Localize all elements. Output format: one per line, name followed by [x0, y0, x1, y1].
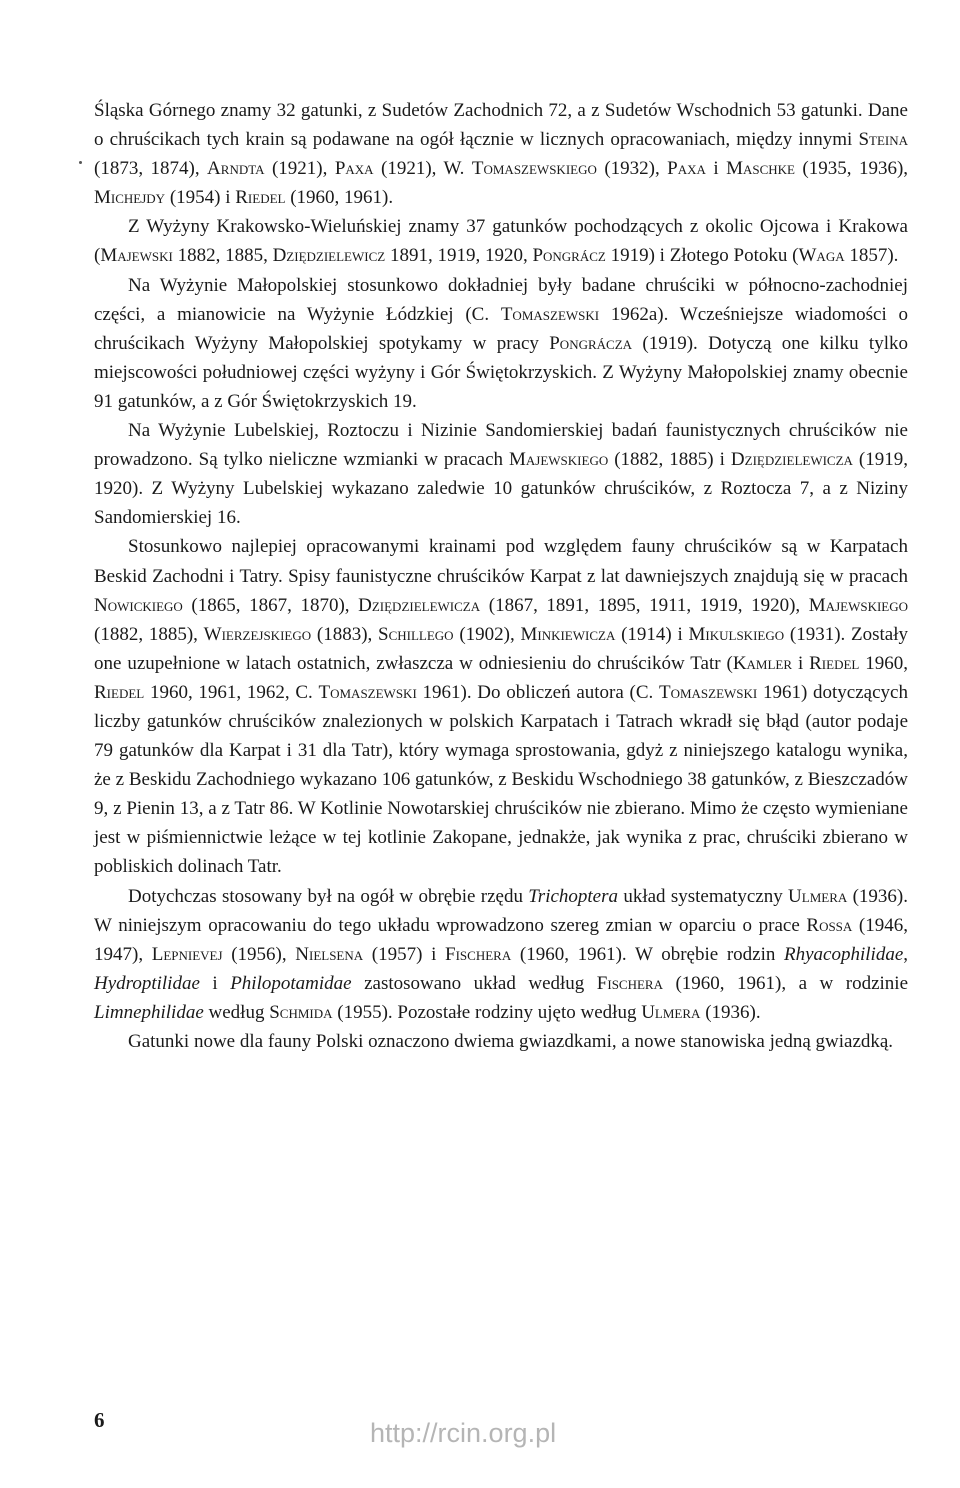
text-run: 1961) dotyczących liczby gatunków chruścików znalezionych w polskich Karpatach i Tatrach wkradł się błąd (autor podaje 79 gatunków dla Karpat i 31 dla Tatr), który wymaga sprostowania, gdyż z niniejszego katalogu wynika, że z Beskidu Zachodniego wykazano 106 gatunków, z Beskidu Wschodniego 38 gatunków, z Bieszczadów 9, z Pienin 13, a z Tatr 86. W Kotlinie Nowotarskiej chruścików nie zbierano. Mimo że często wymieniane jest w piśmiennictwie leżące w tej kotlinie Zakopane, jednakże, jak wynika z prac, chruściki zbierano w pobliskich dolinach Tatr.	[94, 681, 908, 878]
text-run: zastosowano układ według	[351, 972, 597, 994]
paragraph	[94, 271, 908, 416]
author-name: Ulmera	[641, 1001, 701, 1023]
text-run: (1955). Pozostałe rodziny ujęto według	[332, 1001, 642, 1023]
text-run: (1960, 1961), a w rodzinie	[662, 972, 909, 994]
italic-term: Trichoptera	[528, 885, 619, 907]
page-number: 6	[94, 1408, 105, 1432]
text-run: (1914) i	[615, 623, 689, 645]
author-name: Arndta	[207, 158, 265, 180]
text-run: (1931). Zostały one uzupełnione w latach ostatnich, zwłaszcza w odniesieniu do chruścików Tatr (	[94, 623, 909, 674]
author-name: Waga	[798, 245, 845, 267]
text-run: (1921), W.	[373, 158, 472, 180]
author-name: Tomaszewski	[658, 681, 758, 703]
author-name: Schillego	[378, 623, 454, 645]
text-run: (1921),	[264, 158, 335, 180]
author-name: Pongrácz	[532, 245, 606, 267]
text-run: (1873, 1874),	[94, 158, 208, 180]
author-name: Nowickiego	[94, 594, 183, 616]
author-name: Dziędzielewicz	[272, 245, 386, 267]
text-run: i	[199, 972, 231, 994]
author-name: Kamler	[732, 652, 793, 674]
text-run: ,	[903, 943, 909, 965]
author-name: Pongrácza	[549, 332, 633, 354]
author-name: Tomaszewskiego	[471, 158, 597, 180]
text-run: (1902),	[453, 623, 521, 645]
paragraph	[94, 96, 908, 212]
text-run: Stosunkowo najlepiej opracowanymi krainami pod względem fauny chruścików są w Karpatach Beskid Zachodni i Tatry. Spisy faunistyczne chruścików Karpat z lat dawniejszych znajdują się w pracach	[94, 536, 908, 587]
text-run: 1961). Do obliczeń autora (C.	[416, 681, 659, 703]
paragraph	[94, 882, 908, 1027]
text-run: (1919). Dotyczą one kilku tylko miejscowości południowej części wyżyny i Gór Świętokrzyskich. Z Wyżyny Małopolskiej znamy obecnie 91 gatunków, a z Gór Świętokrzyskich 19.	[94, 332, 908, 412]
text-run: Na Wyżynie Lubelskiej, Roztoczu i Nizinie Sandomierskiej badań faunistycznych chruścików nie prowadzono. Są tylko nieliczne wzmianki w pracach	[94, 420, 908, 471]
author-name: Mikulskiego	[688, 623, 785, 645]
author-name: Rossa	[806, 914, 853, 936]
text-run: 1891, 1919, 1920,	[385, 245, 533, 267]
text-run: 1882, 1885,	[172, 245, 273, 267]
text-run: (1960, 1961).	[285, 187, 394, 209]
text-run: (1936). W niniejszym opracowaniu do tego układu wprowadzono szereg zmian w oparciu o prace	[94, 885, 909, 936]
text-run: (1919, 1920). Z Wyżyny Lubelskiej wykazano zaledwie 10 gatunków chruścików, z Roztocza 7, a z Niziny Sandomierskiej 16.	[94, 449, 908, 529]
author-name: Tomaszewski	[500, 303, 600, 325]
italic-term: Philopotamidae	[230, 972, 352, 994]
text-run: (1883),	[311, 623, 379, 645]
paragraph	[94, 1027, 908, 1056]
author-name: Tomaszewski	[318, 681, 417, 703]
text-run: 1960, 1961, 1962, C.	[144, 681, 319, 703]
author-name: Nielsena	[295, 943, 364, 965]
body-text	[94, 96, 908, 1056]
author-name: Dziędzielewicza	[358, 594, 481, 616]
text-run: (1865, 1867, 1870),	[182, 594, 359, 616]
author-name: Schmida	[269, 1001, 333, 1023]
author-name: Maschke	[726, 158, 795, 180]
paragraph	[94, 212, 908, 270]
author-name: Steina	[858, 129, 908, 151]
text-run: (1936).	[700, 1001, 761, 1023]
text-run: Z Wyżyny Krakowsko-Wieluńskiej znamy 37 gatunków pochodzących z okolic Ojcowa i Krakowa (	[94, 216, 908, 267]
text-run: (1882, 1885) i	[608, 449, 731, 471]
text-run: Śląska Górnego znamy 32 gatunki, z Sudetów Zachodnich 72, a z Sudetów Wschodnich 53 gatunki. Dane o chruścikach tych krain są podawane na ogół łącznie w licznych opracowaniach, między innymi	[94, 100, 908, 151]
text-run: 1962a). Wcześniejsze wiadomości o chruścikach Wyżyny Małopolskiej spotykamy w pracy	[94, 303, 908, 354]
source-watermark-url: http://rcin.org.pl	[370, 1418, 557, 1448]
author-name: Fischera	[596, 972, 663, 994]
author-name: Riedel	[809, 652, 860, 674]
author-name: Riedel	[235, 187, 286, 209]
author-name: Fischera	[445, 943, 512, 965]
text-run: układ systematyczny	[618, 885, 789, 907]
author-name: Riedel	[94, 681, 145, 703]
author-name: Minkiewicza	[520, 623, 616, 645]
text-run: (1935, 1936),	[794, 158, 909, 180]
text-run: Gatunki nowe dla fauny Polski oznaczono dwiema gwiazdkami, a nowe stanowiska jedną gwiazdką.	[128, 1031, 894, 1052]
author-name: Majewskiego	[808, 594, 908, 616]
author-name: Ulmera	[788, 885, 848, 907]
author-name: Paxa	[667, 158, 706, 180]
text-run: według	[203, 1001, 270, 1023]
italic-term: Hydroptilidae	[94, 972, 200, 994]
text-run: (1956),	[222, 943, 296, 965]
text-run: Dotychczas stosowany był na ogół w obrębie rzędu	[128, 885, 529, 907]
text-run: Na Wyżynie Małopolskiej stosunkowo dokładniej były badane chruściki w północno-zachodniej części, a mianowicie na Wyżynie Łódzkiej (C.	[94, 274, 908, 325]
text-run: 1857).	[844, 245, 899, 267]
text-run: 1960,	[859, 652, 908, 674]
paragraph	[94, 532, 908, 881]
italic-term: Rhyacophilidae	[784, 943, 904, 965]
author-name: Paxa	[334, 158, 374, 180]
text-run: (1867, 1891, 1895, 1911, 1919, 1920),	[480, 594, 809, 616]
author-name: Wierzejskiego	[203, 623, 312, 645]
italic-term: Limnephilidae	[94, 1001, 204, 1023]
author-name: Michejdy	[94, 187, 166, 209]
author-name: Majewski	[100, 245, 173, 267]
author-name: Dziędzielewicza	[730, 449, 853, 471]
author-name: Lepnievej	[151, 943, 223, 965]
paragraph	[94, 416, 908, 532]
author-name: Majewskiego	[509, 449, 609, 471]
text-run: i	[705, 158, 727, 180]
text-run: (1960, 1961). W obrębie rodzin	[511, 943, 785, 965]
text-run: 1919) i Złotego Potoku (	[605, 245, 799, 267]
text-run: i	[792, 652, 810, 674]
text-run: (1954) i	[165, 187, 236, 209]
text-run: (1882, 1885),	[94, 623, 204, 645]
text-run: (1932),	[596, 158, 668, 180]
text-run: (1957) i	[363, 943, 446, 965]
scan-artifact-dot	[79, 161, 82, 164]
text-run: (1946, 1947),	[94, 914, 909, 965]
